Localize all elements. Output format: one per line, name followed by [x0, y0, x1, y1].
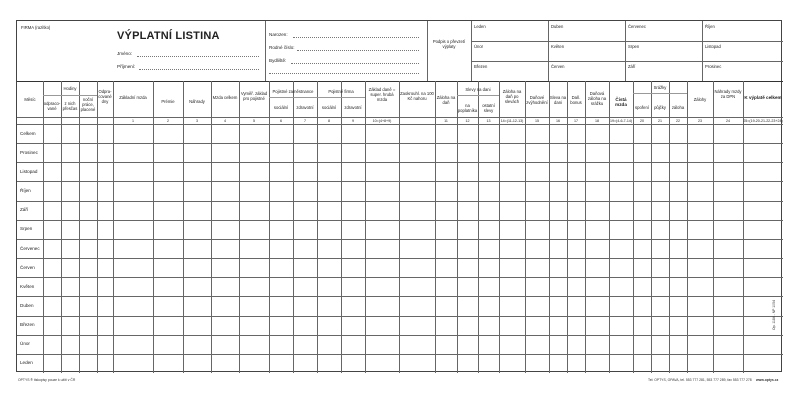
col-tax-benefit: Daňové zvýhodnění	[526, 95, 548, 105]
name-field[interactable]	[137, 56, 259, 57]
page-title: VÝPLATNÍ LISTINA	[117, 30, 220, 42]
column-divider	[609, 81, 610, 373]
col-other-discounts: ostatní slevy	[482, 103, 495, 113]
column-divider	[713, 81, 714, 373]
column-divider	[211, 81, 212, 373]
month-box-label: Listopad	[705, 44, 721, 49]
column-number: 12	[465, 118, 470, 123]
born-label: Narozen:	[269, 32, 288, 37]
column-number: 25=(19-20-21-22-23+24)	[743, 118, 783, 123]
row-divider	[17, 162, 783, 163]
row-divider	[17, 277, 783, 278]
row-divider	[17, 296, 783, 297]
col-emp-social: sociální	[273, 105, 289, 110]
footer-left: OPTYS ® tiskopisy pouze k užití v ČR	[18, 378, 76, 382]
col-worked-days: Odpra-cované dny	[98, 89, 112, 104]
column-number: 16	[556, 118, 560, 123]
column-number: 23	[698, 118, 702, 123]
row-divider	[17, 220, 783, 221]
col-firm-social: sociální	[321, 105, 337, 110]
table-row-month: Květen	[20, 283, 35, 289]
col-sick-compensation: Náhrady mzdy za DPN	[714, 89, 742, 99]
column-number: 1	[132, 118, 134, 123]
column-divider	[478, 81, 479, 373]
column-number: 8	[328, 118, 330, 123]
column-number: 20	[640, 118, 644, 123]
footer-contact: Tel: OPTYS, OPAVA, tel. 553 777 281, 553 777 289, fax 553 777 278	[648, 378, 752, 382]
column-divider	[633, 81, 634, 373]
col-firm-insurance: Pojistné firma	[328, 89, 354, 94]
column-number: 22	[676, 118, 680, 123]
column-number: 24	[726, 118, 730, 123]
column-number: 13	[486, 118, 491, 123]
col-hours-header: Hodiny	[63, 86, 77, 91]
row-divider	[17, 143, 783, 144]
column-divider	[549, 81, 550, 373]
column-divider	[317, 81, 318, 373]
row-divider	[17, 239, 783, 240]
column-divider	[113, 81, 114, 373]
col-bonus: Prémie	[161, 99, 175, 104]
table-row-month: Duben	[20, 302, 34, 308]
column-number: 18	[595, 118, 599, 123]
column-number: 4	[224, 118, 226, 123]
month-box-label: Září	[628, 64, 636, 69]
col-emp-health: zdravotní	[296, 105, 314, 110]
col-deductions: Srážky	[653, 85, 667, 90]
month-box-label: Květen	[551, 44, 565, 49]
row-divider	[17, 316, 783, 317]
col-tax-after-discounts: Záloha na daň po slevách	[502, 89, 522, 104]
column-number: 6	[280, 118, 282, 123]
column-divider	[669, 81, 670, 373]
table-row-month: Únor	[20, 341, 30, 347]
col-loans: půjčky	[654, 105, 666, 110]
address-label: Bydliště:	[269, 58, 287, 63]
column-number: 11	[444, 118, 448, 123]
column-number: 10=(4+8+9)	[372, 118, 392, 123]
col-savings: spoření	[635, 105, 649, 110]
column-divider	[499, 81, 500, 373]
column-number: 3	[196, 118, 198, 123]
column-number: 2	[167, 118, 169, 123]
col-taxpayer-discount: na poplatníka	[457, 103, 478, 113]
col-tax-advance: Záloha na daň	[436, 95, 456, 105]
column-divider	[97, 81, 98, 373]
column-number: 19=(4-6-7-14)	[609, 118, 633, 123]
column-divider	[153, 81, 154, 373]
payroll-sheet	[16, 20, 782, 372]
column-divider	[79, 81, 80, 373]
col-rounded: Zaokrouhl. na 100 Kč nahoru	[400, 91, 434, 101]
column-number: 7	[304, 118, 306, 123]
column-divider	[269, 81, 270, 373]
column-divider	[435, 81, 436, 373]
column-number: 5	[253, 118, 255, 123]
column-divider	[525, 81, 526, 373]
column-divider	[61, 81, 62, 373]
col-firm-health: zdravotní	[344, 105, 362, 110]
col-employee-insurance: Pojistné zaměstnance	[272, 89, 314, 94]
month-box-label: Červenec	[628, 24, 646, 29]
table-row-month: Březen	[20, 322, 35, 328]
month-box-label: Duben	[551, 24, 564, 29]
col-hours-worked: odpraco-vané	[43, 101, 61, 111]
col-tax-credit: Sleva na dani	[549, 95, 567, 105]
column-divider	[43, 81, 44, 373]
table-row-month: Červen	[20, 264, 35, 270]
col-payout-total: K výplatě celkem	[744, 95, 782, 100]
column-divider	[239, 81, 240, 373]
month-box-label: Prosinec	[705, 64, 722, 69]
column-divider	[293, 81, 294, 373]
table-row-month: Prosinec	[20, 149, 38, 155]
column-number: 15	[535, 118, 539, 123]
month-box-label: Červen	[551, 64, 565, 69]
col-net-wage: Čistá mzda	[615, 97, 627, 107]
col-insurance-base: Vyměř. základ pro pojistné	[240, 91, 268, 101]
birth-number-label: Rodné číslo:	[269, 45, 295, 50]
column-divider	[651, 81, 652, 373]
column-divider	[365, 81, 366, 373]
surname-field[interactable]	[139, 69, 259, 70]
born-field[interactable]	[293, 37, 419, 38]
column-divider	[399, 81, 400, 373]
col-advance: záloha	[671, 105, 685, 110]
column-divider	[341, 81, 342, 373]
column-number: 21	[658, 118, 662, 123]
row-divider	[17, 201, 783, 202]
col-tax-base: Základ daně = super. hrubá mzda	[368, 87, 396, 102]
column-number: 17	[574, 118, 578, 123]
firm-stamp-label: FIRMA (razítko)	[21, 25, 51, 30]
table-row-month: Červenec	[20, 245, 40, 251]
row-divider	[17, 335, 783, 336]
column-divider	[585, 81, 586, 373]
column-divider	[687, 81, 688, 373]
table-row-month: Celkem	[20, 130, 36, 136]
surname-label: Příjmení:	[117, 64, 136, 69]
col-base-wage: Základní mzda	[119, 95, 147, 100]
col-advances: Zálohy	[693, 97, 707, 102]
col-hours-overtime: z nich přesčas	[62, 101, 78, 111]
column-number: 14=(11-12-13)	[500, 118, 524, 123]
col-tax-bonus: Daň. bonus	[570, 95, 582, 105]
row-divider	[17, 258, 783, 259]
signature-label: Podpis o převzetí výplaty	[432, 39, 466, 49]
month-box-label: Srpen	[628, 44, 640, 49]
table-row-month: Říjen	[20, 188, 31, 194]
table-row-month: Listopad	[20, 168, 38, 174]
address-field[interactable]	[291, 63, 419, 64]
col-tax-withheld: Daňová záloha na srážku	[587, 91, 607, 106]
footer-code: Op. 1184 - NP 1054	[772, 300, 776, 330]
col-total-wage: Mzda celkem	[212, 95, 238, 100]
month-box-label: Říjen	[705, 24, 715, 29]
col-hours-night: noční práce, placené	[80, 97, 96, 112]
month-box-label: Únor	[474, 44, 484, 49]
column-number: 9	[352, 118, 354, 123]
month-box-label: Leden	[474, 24, 486, 29]
name-label: Jméno:	[117, 51, 133, 56]
table-row-month: Září	[20, 207, 29, 213]
column-divider	[743, 81, 744, 373]
column-divider	[567, 81, 568, 373]
column-divider	[183, 81, 184, 373]
birth-number-field[interactable]	[297, 50, 419, 51]
footer-web: www.optys.cz	[756, 378, 779, 382]
month-box-label: Březen	[474, 64, 488, 69]
col-compensation: Náhrady	[189, 99, 205, 104]
address-field-2[interactable]	[269, 73, 419, 74]
row-divider	[17, 354, 783, 355]
column-divider	[457, 81, 458, 373]
col-month-header: Měsíc	[24, 97, 36, 102]
row-divider	[17, 181, 783, 182]
table-row-month: Leden	[20, 360, 33, 366]
table-row-month: Srpen	[20, 226, 33, 232]
col-tax-discounts: Slevy na dani	[465, 87, 491, 92]
